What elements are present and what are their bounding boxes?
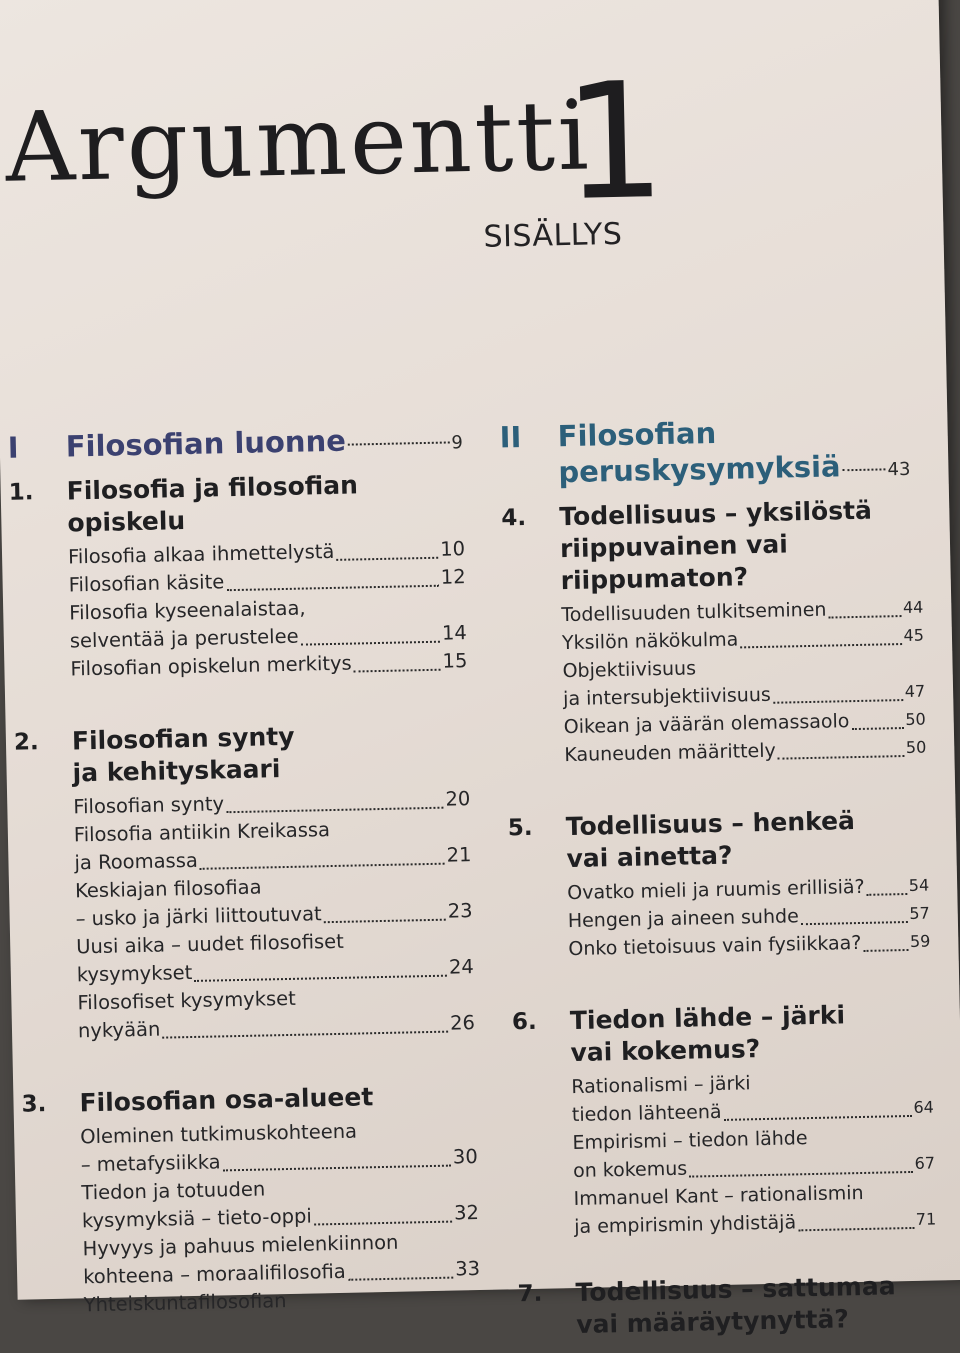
entry-title: kohteena – moraalifilosofia [82,1259,346,1289]
chapter-heading [14,717,470,791]
entry-page: 64 [913,1097,935,1117]
dot-leader [864,949,909,952]
chapter-number: 1. [8,479,34,506]
entry-page: 47 [904,681,926,701]
dot-leader [301,641,440,646]
entry-page: 54 [908,875,930,895]
chapter-heading [501,494,923,599]
chapter-entries [80,1115,481,1319]
chapter-title-line: riippuvainen vai riippumaton? [559,529,789,596]
chapter-entries [567,872,931,964]
entry-title: ja empirismin yhdistäjä [574,1211,797,1239]
entry-title: Filosofia antiikin Kreikassa [73,818,331,847]
chapter-title [575,1270,896,1341]
entry-page: 44 [902,597,924,618]
entry-title: Filosofiset kysymykset [77,986,297,1015]
entry-page: 33 [455,1257,481,1281]
entry-title: Tiedon ja totuuden [81,1177,266,1205]
chapter-title-line: Todellisuus – henkeä [565,806,856,842]
entry-page: 71 [915,1209,937,1229]
dot-leader [226,585,439,591]
entry-title: Hengen ja aineen suhde [567,905,799,933]
entry-title: – usko ja järki liittoutuvat [75,902,322,931]
entry-title: Hyvyys ja pahuus mielenkiinnon [82,1230,399,1261]
chapter-number: 4. [501,504,527,532]
entry-title: nykyään [77,1017,161,1043]
dot-leader [724,1115,912,1121]
entry-title: Oikean ja väärän olemassaolo [563,710,850,739]
entry-title: Objektiivisuus [562,657,697,683]
entry-page: 15 [442,649,468,673]
part-page: 43 [887,458,911,481]
chapter-title-line: vai ainetta? [566,840,733,874]
chapter-entries [73,785,475,1045]
dot-leader [223,1165,451,1172]
chapter-title [66,469,359,539]
chapter-title [566,805,856,875]
entry-title: Immanuel Kant – rationalismin [573,1181,864,1211]
entry-title: Oleminen tutkimuskohteena [80,1119,358,1149]
chapter-title-line: Filosofia ja filosofian [66,470,359,506]
chapter-title-line: Todellisuus – yksilöstä [559,495,873,532]
entry-page: 59 [909,931,931,951]
dot-leader [798,1227,914,1231]
entry-title: Kauneuden määrittely [564,739,776,767]
part-title-line: Filosofian [557,415,717,454]
dot-leader [773,699,903,704]
part-title: Filosofian luonne [65,423,347,464]
book-brand-title: Argumentti [4,79,593,204]
chapter-title [559,494,923,598]
book-volume-number: 1 [561,46,668,237]
chapter-entries [571,1065,936,1241]
chapter-entries [68,535,468,683]
entry-title: on kokemus [572,1157,688,1183]
chapter-title-line: vai määräytynyttä? [575,1304,850,1340]
dot-leader [867,893,907,896]
dot-leader [829,615,902,619]
entry-page: 57 [909,903,930,923]
entry-title: ja intersubjektiivisuus [562,683,771,711]
part-heading [7,420,463,471]
entry-page: 14 [441,621,468,645]
dot-leader [324,919,446,924]
dot-leader [778,755,904,760]
entry-page: 10 [439,537,466,561]
entry-page: 20 [445,787,471,811]
chapter-title-line: ja kehityskaari [72,754,281,788]
chapter-heading [512,998,933,1071]
chapter-title-line: Filosofian synty [71,721,295,756]
dot-leader [194,975,447,982]
entry-title: kysymykset [76,960,193,987]
chapter-title-line: Tiedon lähde – järki [569,1000,846,1036]
dot-leader [348,1277,454,1281]
toc-right-column [499,411,938,1343]
entry-title: Todellisuuden tulkitseminen [561,598,827,627]
chapter-number: 3. [21,1091,47,1118]
dot-leader [336,557,438,561]
dot-leader [226,807,443,814]
chapter-heading [508,804,929,877]
chapter-number: 2. [13,729,39,756]
chapter-title [570,999,846,1069]
chapter-title-line: opiskelu [67,506,186,538]
chapter-title-line: Todellisuus – sattumaa [575,1271,896,1308]
part-number: I [7,430,19,465]
chapter-number: 6. [511,1008,537,1036]
chapter-title: Filosofian osa-alueet [79,1082,374,1118]
chapter-title [72,721,296,790]
dot-leader [162,1031,448,1039]
entry-title: – metafysiikka [80,1150,221,1177]
dot-leader [843,468,886,471]
entry-title: Ovatko mieli ja ruumis erillisiä? [567,875,865,905]
part-page: 9 [451,432,464,454]
contents-heading: SISÄLLYS [483,216,623,255]
dot-leader [348,441,449,445]
entry-page: 32 [453,1201,480,1225]
entry-title: Yksilön näkökulma [561,628,739,655]
part-number: II [499,419,522,455]
part-heading [499,411,921,497]
entry-title: Empirismi – tiedon lähde [572,1127,808,1155]
chapter-title-line: vai kokemus? [570,1034,761,1068]
entry-title: Uusi aika – uudet filosofiset [76,929,345,959]
dot-leader [801,921,908,925]
entry-title: Filosofia alkaa ihmettelystä [67,539,335,569]
dot-leader [740,643,901,648]
entry-title: Keskiajan filosofiaa [74,875,262,903]
part-title-line: peruskysymyksiä [558,449,841,490]
entry-title: selventää ja perustelee [69,624,299,653]
dot-leader [354,669,441,673]
entry-page: 50 [905,737,927,757]
entry-page: 23 [447,899,473,923]
entry-page: 67 [914,1153,936,1173]
entry-title: tiedon lähteenä [571,1100,722,1127]
entry-title: Filosofian opiskelun merkitys [70,651,352,681]
entry-title: Onko tietoisuus vain fysiikkaa? [568,931,862,961]
entry-page: 24 [448,955,475,979]
dot-leader [314,1221,452,1226]
chapter-heading [8,467,464,541]
entry-title: Yhteiskuntafilosofian [83,1289,287,1317]
entry-page: 45 [903,625,925,646]
dot-leader [852,727,904,730]
entry-page: 21 [446,843,472,867]
entry-title: ja Roomassa [74,848,199,875]
entry-page: 26 [449,1011,476,1035]
dot-leader [200,863,445,870]
entry-title: Filosofian synty [73,792,225,819]
entry-page: 30 [452,1145,478,1169]
chapter-heading [21,1079,477,1121]
entry-page: 50 [905,709,926,729]
chapter-number: 7. [517,1280,543,1308]
entry-title: Filosofia kyseenalaistaa, [69,596,306,625]
entry-title: Rationalismi – järki [571,1072,751,1099]
entry-title: Filosofian käsite [68,570,225,597]
entry-page: 12 [440,565,466,589]
chapter-heading [517,1269,938,1342]
dot-leader [689,1171,913,1178]
toc-left-column [7,420,481,1320]
chapter-entries [561,594,926,770]
entry-title: kysymyksiä – tieto-oppi [81,1204,313,1233]
chapter-number: 5. [507,814,533,842]
